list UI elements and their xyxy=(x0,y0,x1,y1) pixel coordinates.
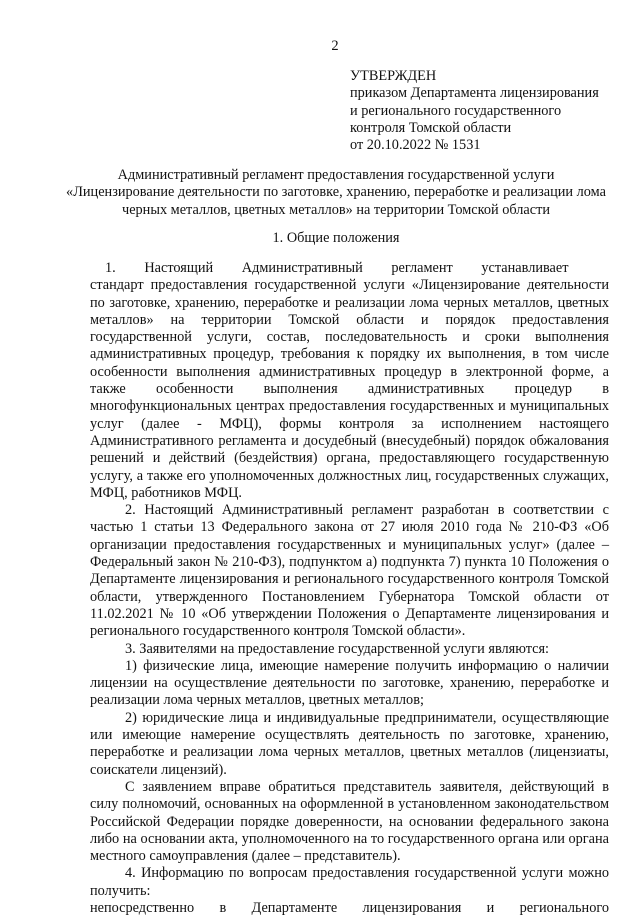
approval-line: УТВЕРЖДЕН xyxy=(350,68,437,84)
document-title xyxy=(40,167,632,219)
page-number: 2 xyxy=(331,38,339,54)
paragraph-3-item-2: 2) юридические лица и индивидуальные предприниматели, осуществляющие или имеющие намерение осуществлять деятельность по заготовке, хранению, переработке и реализации лома черных металлов, цветных металлов (лицензиаты, соискатели лицензий). xyxy=(90,709,609,778)
approval-stamp xyxy=(350,68,630,154)
paragraph-3-item-1: 1) физические лица, имеющие намерение получить информацию о наличии лицензии на осуществление деятельности по заготовке, хранению, переработке и реализации лома черных металлов, цветных металлов; xyxy=(90,657,609,709)
paragraph-3: 3. Заявителями на предоставление государственной услуги являются: xyxy=(125,640,550,657)
paragraph-4: 4. Информацию по вопросам предоставления государственной услуги можно получить: xyxy=(90,865,609,899)
approval-line: контроля Томской области xyxy=(350,119,512,136)
approval-line: от 20.10.2022 № 1531 xyxy=(350,137,481,154)
approval-line: и регионального государственного xyxy=(350,102,562,119)
paragraph-1: 1. Настоящий Административный регламент устанавливает стандарт предоставления государственной услуги «Лицензирование деятельности по заготовке, хранению, переработке и реализации лома черных металлов, цветных металлов» на территории Томской области и порядок предоставления государственной услуги, состав, последовательность и сроки выполнения административных процедур, требования к порядку их выполнения, в том числе особенности выполнения административных процедур в электронной форме, а также особенности выполнения административных процедур в многофункциональных центрах предоставления государственных и муниципальных услуг (далее - МФЦ), формы контроля за исполнением настоящего Административного регламента и досудебный (внесудебный) порядок обжалования решений и действий (бездействия) органа, предоставляющего государственную услугу, а также его уполномоченных должностных лиц, государственных служащих, МФЦ, работников МФЦ. xyxy=(90,260,609,501)
document-body xyxy=(90,260,609,917)
paragraph-representative: С заявлением вправе обратиться представитель заявителя, действующий в силу полномочий, основанных на оформленной в установленном законодательством Российской Федерации порядке доверенности, на основании федерального закона либо на основании акта, уполномоченного на то государственного органа или органа местного самоуправления (далее – представитель). xyxy=(90,778,609,865)
title-line: черных металлов, цветных металлов» на территории Томской области xyxy=(122,201,550,218)
paragraph-4-item-1: непосредственно в Департаменте лицензирования и регионального xyxy=(90,899,609,916)
title-line: Административный регламент предоставления государственной услуги xyxy=(117,167,555,183)
approval-line: приказом Департамента лицензирования xyxy=(350,85,599,102)
section-heading: 1. Общие положения xyxy=(272,230,400,246)
title-line: «Лицензирование деятельности по заготовке, хранению, переработке и реализации лома xyxy=(66,184,606,201)
paragraph-2: 2. Настоящий Административный регламент разработан в соответствии с частью 1 статьи 13 Федерального закона от 27 июля 2010 года № 210-ФЗ «Об организации предоставления государственных и муниципальных услуг» (далее – Федеральный закон № 210-ФЗ), подпунктом а) подпункта 7) пункта 10 Положения о Департаменте лицензирования и регионального государственного контроля Томской области, утвержденного Постановлением Губернатора Томской области от 11.02.2021 № 10 «Об утверждении Положения о Департаменте лицензирования и регионального государственного контроля Томской области». xyxy=(90,502,609,640)
